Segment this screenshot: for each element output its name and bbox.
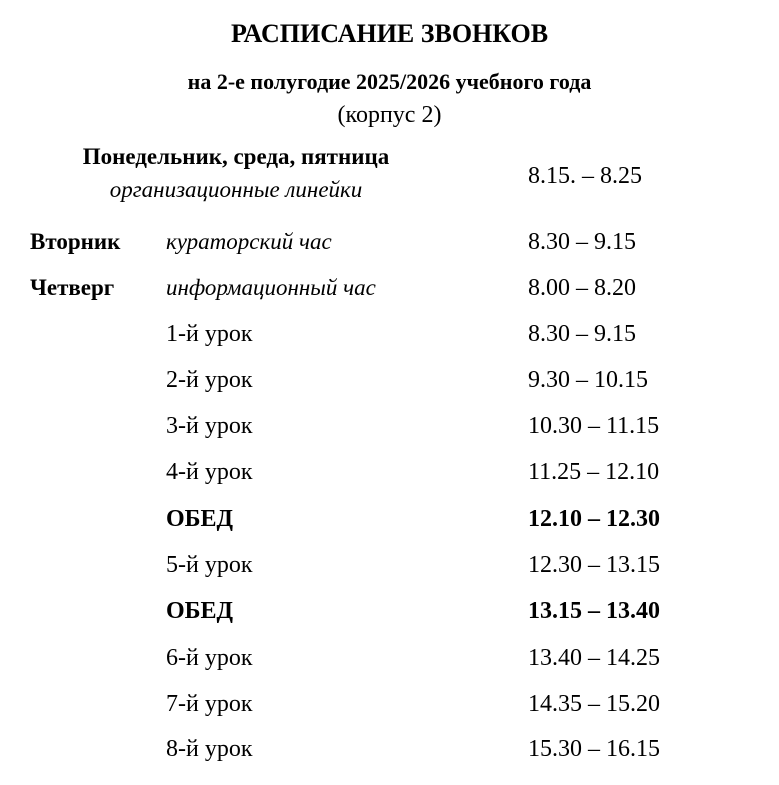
lesson-row-8 bbox=[0, 729, 779, 769]
lesson-time: 8.30 – 9.15 bbox=[528, 321, 636, 347]
lesson-time: 15.30 – 16.15 bbox=[528, 736, 660, 762]
lunch-row-1 bbox=[0, 499, 779, 539]
lunch-time: 13.15 – 13.40 bbox=[528, 598, 660, 624]
lesson-row-3 bbox=[0, 406, 779, 446]
lesson-time: 9.30 – 10.15 bbox=[528, 367, 648, 393]
lesson-row-6 bbox=[0, 638, 779, 678]
tuesday-row bbox=[0, 222, 779, 262]
lesson-row-7 bbox=[0, 684, 779, 724]
thursday-event: информационный час bbox=[166, 275, 376, 300]
tuesday-event: кураторский час bbox=[166, 229, 332, 254]
page-subtitle: на 2-е полугодие 2025/2026 учебного года bbox=[187, 69, 592, 94]
tuesday-time: 8.30 – 9.15 bbox=[528, 229, 636, 255]
building-label: (корпус 2) bbox=[337, 102, 442, 128]
lesson-time: 10.30 – 11.15 bbox=[528, 413, 660, 439]
lesson-label: 7-й урок bbox=[166, 691, 253, 717]
lunch-time: 12.10 – 12.30 bbox=[528, 506, 660, 532]
lines-days: Понедельник, среда, пятница bbox=[82, 144, 390, 169]
lesson-row-4 bbox=[0, 452, 779, 492]
lunch-row-2 bbox=[0, 591, 779, 631]
lesson-label: 6-й урок bbox=[166, 645, 253, 671]
lesson-time: 12.30 – 13.15 bbox=[528, 552, 660, 578]
lesson-label: 5-й урок bbox=[166, 552, 253, 578]
lesson-time: 11.25 – 12.10 bbox=[528, 459, 660, 485]
lesson-time: 13.40 – 14.25 bbox=[528, 645, 660, 671]
page-title: РАСПИСАНИЕ ЗВОНКОВ bbox=[230, 19, 549, 48]
lesson-row-5 bbox=[0, 545, 779, 585]
lesson-label: 3-й урок bbox=[166, 413, 253, 439]
lunch-label: ОБЕД bbox=[166, 506, 234, 532]
tuesday-day: Вторник bbox=[30, 229, 121, 254]
thursday-day: Четверг bbox=[30, 275, 115, 300]
thursday-row bbox=[0, 268, 779, 308]
lesson-label: 2-й урок bbox=[166, 367, 253, 393]
lesson-label: 1-й урок bbox=[166, 321, 253, 347]
lesson-time: 14.35 – 15.20 bbox=[528, 691, 660, 717]
lesson-label: 4-й урок bbox=[166, 459, 253, 485]
lesson-label: 8-й урок bbox=[166, 736, 253, 762]
thursday-time: 8.00 – 8.20 bbox=[528, 275, 636, 301]
lunch-label: ОБЕД bbox=[166, 598, 234, 624]
lesson-row-2 bbox=[0, 360, 779, 400]
lines-event: организационные линейки bbox=[109, 177, 363, 202]
lesson-row-1 bbox=[0, 314, 779, 354]
lines-row bbox=[0, 140, 779, 210]
lines-time: 8.15. – 8.25 bbox=[528, 163, 642, 189]
